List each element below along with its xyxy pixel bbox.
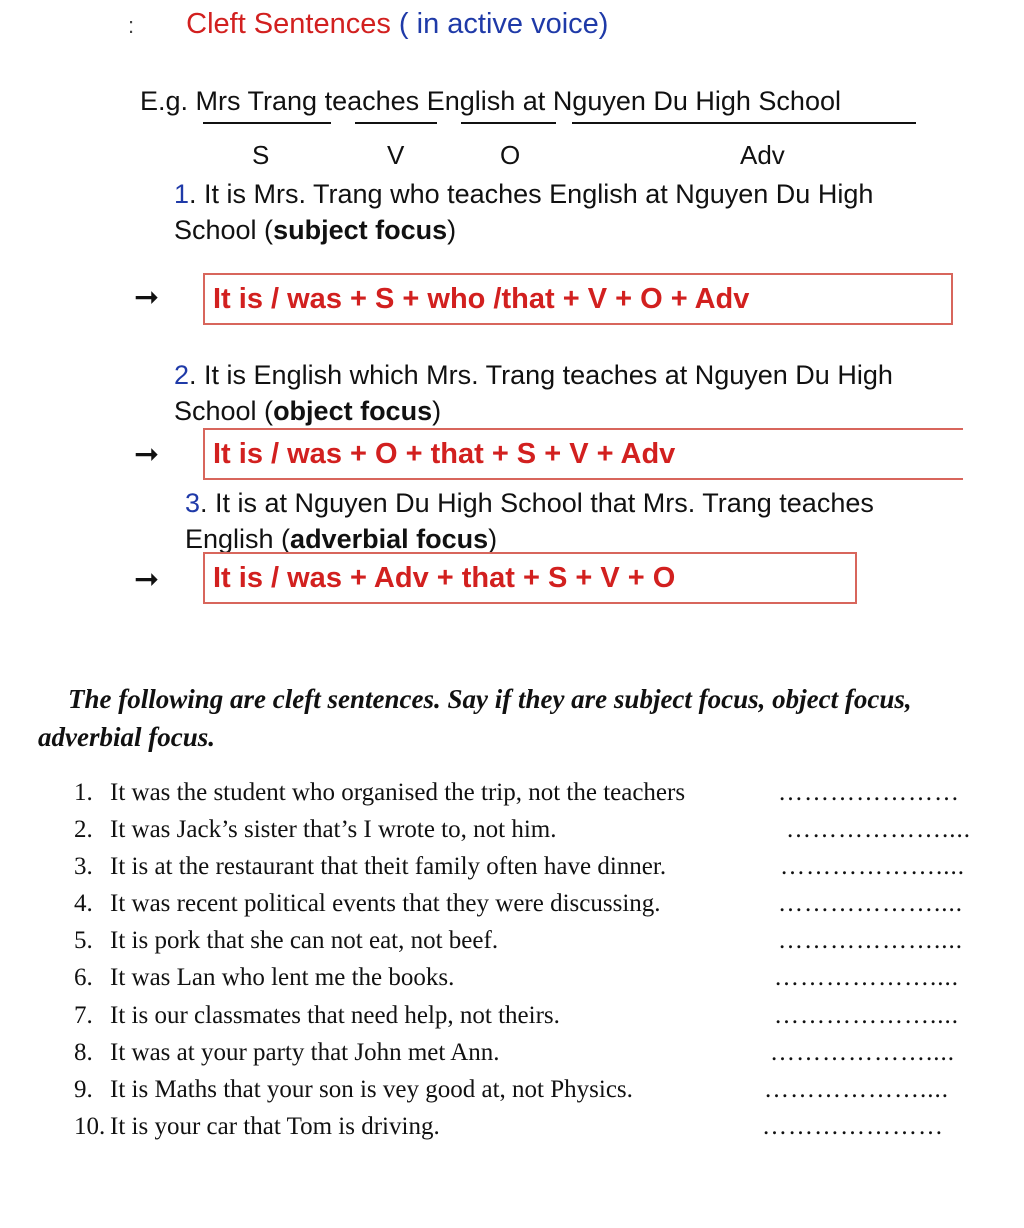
role-adv: Adv: [740, 140, 785, 170]
formula-box-1: [203, 273, 953, 325]
arrow-right-icon: ➞: [134, 281, 160, 314]
example-adverbial: Nguyen Du High School: [552, 86, 841, 116]
exercise-item: 9. It is Maths that your son is vey good at, not Physics. ………………....: [74, 1076, 949, 1103]
pattern-1-line1: 1. It is Mrs. Trang who teaches English at Nguyen Du High: [174, 179, 874, 209]
answer-blank[interactable]: ………………....: [778, 890, 963, 917]
formula-2: It is / was + O + that + S + V + Adv: [213, 437, 676, 470]
answer-blank[interactable]: ………………....: [770, 1039, 955, 1066]
example-at: at: [522, 86, 546, 116]
pattern-1-line2: School (subject focus): [174, 215, 457, 245]
exercise-instruction: The following are cleft sentences. Say if they are subject focus, object focus, adverbial focus.: [38, 684, 912, 752]
answer-blank[interactable]: ………………....: [778, 927, 963, 954]
adverbial-underline: [572, 122, 916, 124]
answer-blank[interactable]: ………………....: [780, 853, 965, 880]
answer-blank[interactable]: ………………....: [774, 1002, 959, 1029]
subject-underline: [203, 122, 331, 124]
exercise-item: 8. It was at your party that John met Ann. ………………....: [74, 1039, 955, 1066]
title-paren: ( in active voice): [398, 8, 609, 40]
formula-1: It is / was + S + who /that + V + O + Adv: [213, 282, 750, 315]
pattern-3-focus: adverbial focus: [290, 524, 489, 554]
pattern-3-line2: English (adverbial focus): [185, 524, 498, 554]
formula-3: It is / was + Adv + that + S + V + O: [213, 561, 676, 594]
exercise-item: 3. It is at the restaurant that theit family often have dinner. ………………....: [74, 853, 965, 880]
formula-box-3: [203, 552, 857, 604]
example-prefix: E.g.: [140, 86, 189, 116]
formula-box-2: [203, 428, 963, 480]
arrow-right-icon: ➞: [134, 563, 160, 596]
role-s: S: [252, 140, 270, 170]
arrow-right-icon: ➞: [134, 438, 160, 471]
example-subject: Mrs Trang: [195, 86, 318, 116]
pattern-2-line1: 2. It is English which Mrs. Trang teaches at Nguyen Du High: [174, 360, 893, 390]
exercise-item: 4. It was recent political events that they were discussing. ………………....: [74, 890, 963, 917]
title-main: Cleft Sentences: [186, 8, 391, 40]
answer-blank[interactable]: ………………....: [786, 816, 971, 843]
answer-blank[interactable]: ………………....: [764, 1076, 949, 1103]
example-sentence: [140, 86, 841, 117]
role-o: O: [500, 140, 521, 170]
exercise-item: 5. It is pork that she can not eat, not beef. ………………....: [74, 927, 963, 954]
page-title: [128, 8, 608, 41]
exercise-item: 1. It was the student who organised the trip, not the teachers …………………: [74, 779, 960, 806]
pattern-2-number: 2: [174, 360, 190, 390]
pattern-1-number: 1: [174, 179, 190, 209]
answer-blank[interactable]: ………………....: [774, 964, 959, 991]
verb-underline: [355, 122, 437, 124]
example-verb: teaches: [324, 86, 420, 116]
pattern-2-focus: object focus: [273, 396, 433, 426]
role-v: V: [387, 140, 405, 170]
pattern-1-focus: subject focus: [273, 215, 448, 245]
title-colon: :: [128, 13, 135, 38]
answer-blank[interactable]: …………………: [762, 1113, 944, 1140]
exercise-item: 6. It was Lan who lent me the books. ………………....: [74, 964, 959, 991]
pattern-3-number: 3: [185, 488, 201, 518]
exercise-item: 2. It was Jack’s sister that’s I wrote to, not him. ………………....: [74, 816, 971, 843]
pattern-2-line2: School (object focus): [174, 396, 442, 426]
pattern-3-line1: 3. It is at Nguyen Du High School that Mrs. Trang teaches: [185, 488, 874, 518]
object-underline: [461, 122, 556, 124]
exercise-item: 7. It is our classmates that need help, not theirs. ………………....: [74, 1002, 959, 1029]
example-object: English: [426, 86, 516, 116]
answer-blank[interactable]: …………………: [778, 779, 960, 806]
exercise-item: 10. It is your car that Tom is driving. …………………: [74, 1113, 944, 1140]
